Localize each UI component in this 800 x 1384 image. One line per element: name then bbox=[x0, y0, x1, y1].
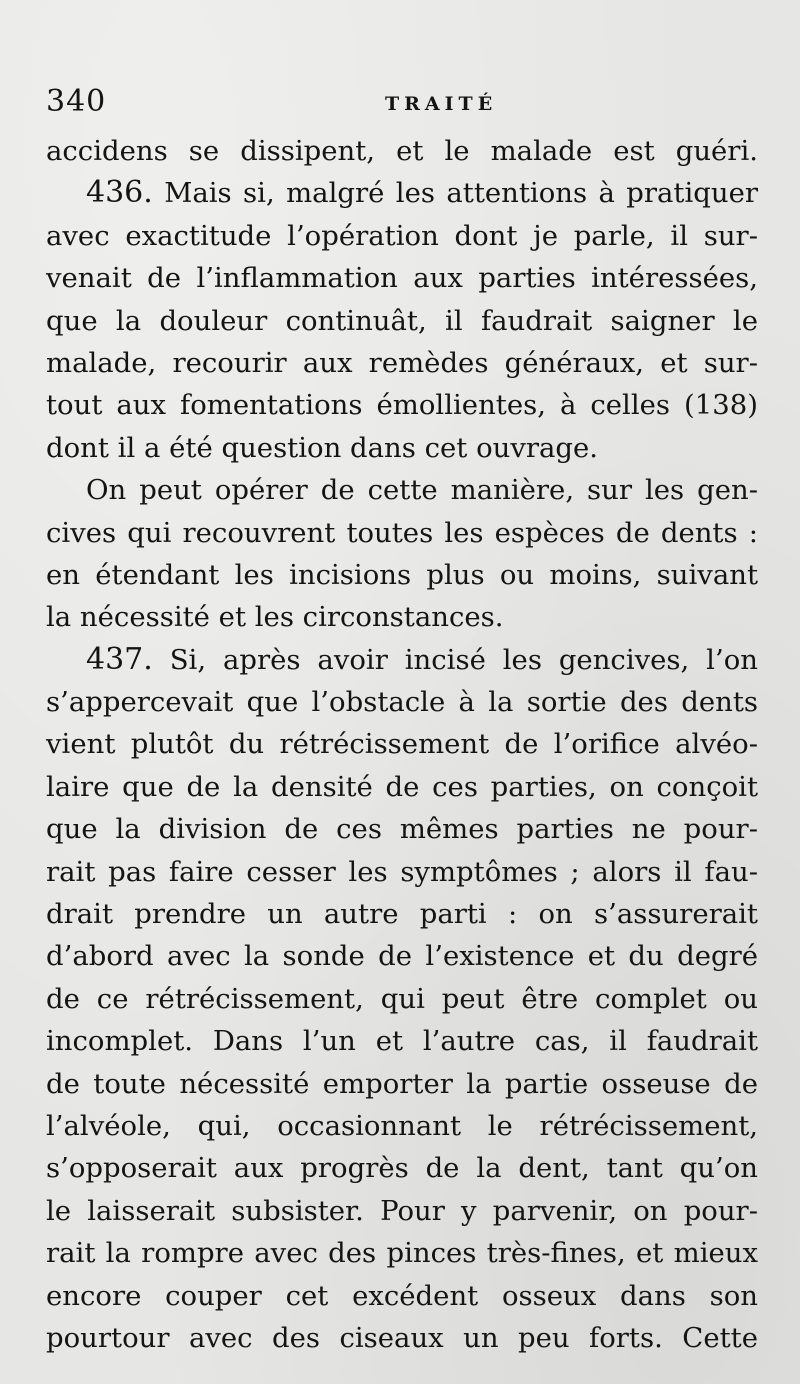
section-number: 436. bbox=[86, 175, 153, 211]
text-line: 436. Mais si, malgré les attentions à pratiquer bbox=[86, 175, 758, 211]
text-line: vient plutôt du rétrécissement de l’orifice alvéo- bbox=[46, 728, 758, 761]
text-line: 437. Si, après avoir incisé les gencives, l’on bbox=[86, 641, 758, 677]
text-line: que la douleur continuât, il faudrait saigner le bbox=[46, 304, 758, 337]
text-line: drait prendre un autre parti : on s’assurerait bbox=[46, 898, 758, 931]
text-line: pourtour avec des ciseaux un peu forts. Cette bbox=[46, 1321, 758, 1354]
text-line: cives qui recouvrent toutes les espèces de dents : bbox=[46, 516, 758, 549]
text-line: laire que de la densité de ces parties, on conçoit bbox=[46, 770, 758, 803]
section-number: 437. bbox=[86, 641, 153, 677]
text-line: encore couper cet excédent osseux dans son bbox=[46, 1279, 758, 1312]
text-line: rait la rompre avec des pinces très-fines, et mieux bbox=[46, 1237, 758, 1270]
text-line: de ce rétrécissement, qui peut être complet ou bbox=[46, 982, 758, 1015]
text-line: s’appercevait que l’obstacle à la sortie des dents bbox=[46, 686, 758, 719]
text-line: rait pas faire cesser les symptômes ; alors il fau- bbox=[46, 855, 758, 888]
text-line: d’abord avec la sonde de l’existence et du degré bbox=[46, 940, 758, 973]
text-line: en étendant les incisions plus ou moins, suivant bbox=[46, 558, 758, 591]
running-title: TRAITÉ bbox=[385, 93, 498, 115]
page-header bbox=[46, 82, 754, 122]
text-line: incomplet. Dans l’un et l’autre cas, il faudrait bbox=[46, 1025, 758, 1058]
text-line: accidens se dissipent, et le malade est guéri. bbox=[46, 135, 758, 167]
text-line: On peut opérer de cette manière, sur les gen- bbox=[86, 474, 758, 507]
text-line: tout aux fomentations émollientes, à celles (138) bbox=[46, 389, 758, 422]
text-line: le laisserait subsister. Pour y parvenir, on pour- bbox=[46, 1194, 758, 1227]
text-line: la nécessité et les circonstances. bbox=[46, 601, 504, 634]
text-line: venait de l’inflammation aux parties intéressées, bbox=[46, 262, 758, 295]
text-line: de toute nécessité emporter la partie osseuse de bbox=[46, 1067, 758, 1100]
text-line: que la division de ces mêmes parties ne pour- bbox=[46, 813, 758, 846]
text-line: avec exactitude l’opération dont je parle, il sur- bbox=[46, 219, 758, 252]
text-line: s’opposerait aux progrès de la dent, tant qu’on bbox=[46, 1152, 758, 1185]
body-text bbox=[46, 130, 758, 1359]
text-line: malade, recourir aux remèdes généraux, et sur- bbox=[46, 346, 758, 379]
text-line: dont il a été question dans cet ouvrage. bbox=[46, 431, 599, 464]
page-number: 340 bbox=[46, 84, 107, 119]
text-line: l’alvéole, qui, occasionnant le rétrécissement, bbox=[46, 1109, 758, 1142]
